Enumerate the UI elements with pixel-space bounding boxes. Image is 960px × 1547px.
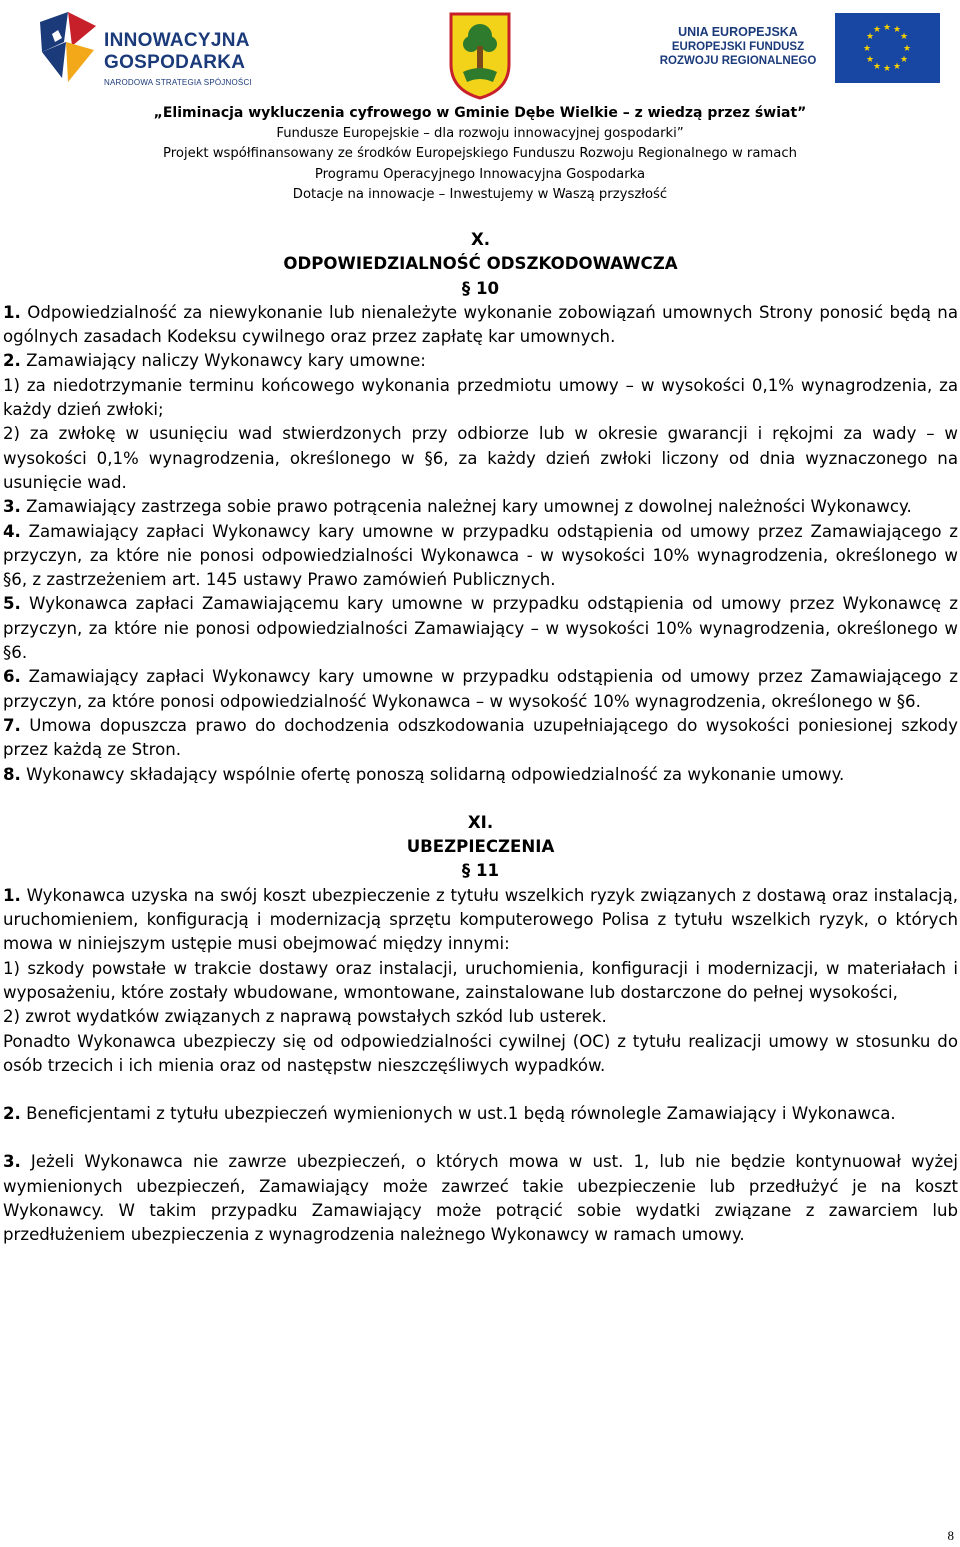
clause-number: 4.: [3, 521, 21, 541]
clause-number: 2.: [3, 1104, 21, 1124]
svg-text:★: ★: [902, 44, 912, 54]
clause: [3, 763, 958, 787]
svg-text:★: ★: [862, 44, 872, 54]
clause-number: 3.: [3, 1152, 21, 1172]
eu-line1: UNIA EUROPEJSKA: [678, 25, 798, 39]
ig-logo-line1: INNOWACYJNA: [104, 30, 250, 51]
clause-text: Wykonawca zapłaci Zamawiającemu kary umowne w przypadku odstąpienia od umowy przez Wykonawcę z przyczyn, za które nie ponosi odpowiedzialności Zamawiający – w wysokości 10% wynagrodzenia, określonego w §6.: [3, 594, 958, 663]
section-title: UBEZPIECZENIA: [406, 837, 555, 857]
svg-text:★: ★: [872, 62, 882, 72]
paragraph-sign: § 11: [461, 861, 500, 881]
clause-text: Zamawiający naliczy Wykonawcy kary umowne:: [20, 351, 426, 371]
clause: [3, 520, 958, 593]
clause-text: Beneficjentami z tytułu ubezpieczeń wymienionych w ust.1 będą równolegle Zamawiający i Wykonawca.: [20, 1104, 896, 1124]
clause-number: 2.: [3, 351, 21, 371]
clause-text: Zamawiający zapłaci Wykonawcy kary umowne w przypadku odstąpienia od umowy przez Zamawiającego z przyczyn, za które ponosi odpowiedzialność Wykonawca – w wysokość 10% wynagrodzenia, określonego w §6.: [3, 667, 958, 711]
clause-text: Wykonawcy składający wspólnie ofertę ponoszą solidarną odpowiedzialność za wykonanie umowy.: [20, 764, 845, 784]
clause: 2) zwrot wydatków związanych z naprawą powstałych szkód lub usterek.: [3, 1007, 607, 1027]
svg-text:★: ★: [899, 32, 909, 42]
ig-logo-subtitle: NARODOWA STRATEGIA SPÓJNOŚCI: [104, 78, 252, 87]
clause-number: 8.: [3, 764, 21, 784]
clause: [3, 665, 958, 714]
svg-text:★: ★: [892, 62, 902, 72]
clause-number: 1.: [3, 885, 21, 905]
clause: [3, 495, 958, 519]
clause: [3, 1150, 958, 1247]
svg-text:★: ★: [899, 55, 909, 65]
clause: [3, 422, 958, 495]
clause: [3, 592, 958, 665]
section-number: XI.: [467, 812, 494, 832]
clause-text: Odpowiedzialność za niewykonanie lub nienależyte wykonanie zobowiązań umownych Strony ponosić będą na ogólnych zasadach Kodeksu cywilnego oraz przez zapłatę kar umownych.: [3, 302, 958, 347]
section-number: X.: [470, 230, 491, 249]
innowacyjna-gospodarka-logo: [38, 12, 278, 88]
clause: 1) szkody powstałe w trakcie dostawy oraz instalacji, uruchomienia, konfiguracji i modernizacji, w materiałach i wyposażeniu, które zostały wbudowane, wmontowane, zainstalowane lub dostarczone do pełnej wysokości,: [3, 958, 958, 1002]
ig-logo-line2: GOSPODARKA: [104, 52, 246, 73]
svg-text:★: ★: [865, 55, 875, 65]
clause-text: 2) za zwłokę w usunięciu wad stwierdzonych przy odbiorze lub w okresie gwarancji i rękojmi za wady – w wysokości 0,1% wynagrodzenia, określonego w §6, za każdy dzień zwłoki liczony od dnia wyznaczonego na usunięcie wad.: [3, 424, 958, 492]
clause-number: 7.: [3, 715, 21, 735]
section-title: ODPOWIEDZIALNOŚĆ ODSZKODOWAWCZA: [283, 254, 678, 274]
eu-logo-text: [648, 25, 828, 68]
project-title: „Eliminacja wykluczenia cyfrowego w Gminie Dębe Wielkie – z wiedzą przez świat”: [153, 105, 807, 121]
paragraph-sign: § 10: [461, 278, 500, 298]
clause-text: Jeżeli Wykonawca nie zawrze ubezpieczeń, o których mowa w ust. 1, lub nie będzie kontynuował wyżej wymienionych ubezpieczeń, Zamawiający może zawrzeć takie ubezpieczenie lub przedłużyć je na koszt Wykonawcy. W takim przypadku Zamawiający może potrącić sobie wydatki związane z zawarciem lub przedłużeniem ubezpieczenia z wynagrodzenia należnego Wykonawcy w ramach umowy.: [3, 1152, 958, 1245]
page-number: 8: [947, 1528, 954, 1543]
clause-text: Zamawiający zastrzega sobie prawo potrącenia należnej kary umownej z dowolnej należności Wykonawcy.: [20, 497, 912, 517]
header-line2: Fundusze Europejskie – dla rozwoju innowacyjnej gospodarki”: [276, 125, 684, 141]
clause: Ponadto Wykonawca ubezpieczy się od odpowiedzialności cywilnej (OC) z tytułu realizacji umowy w stosunku do osób trzecich i ich mienia oraz od następstw nieszczęśliwych wypadków.: [3, 1031, 958, 1075]
clause: [3, 714, 958, 763]
clause: [3, 374, 958, 423]
eu-line2: EUROPEJSKI FUNDUSZ: [671, 41, 805, 53]
svg-text:★: ★: [872, 25, 882, 35]
svg-text:★: ★: [865, 32, 875, 42]
clause: [3, 301, 958, 350]
clause: [3, 1102, 958, 1126]
ig-emblem-icon: [38, 12, 100, 84]
header-line4: Programu Operacyjnego Innowacyjna Gospodarka: [314, 166, 646, 182]
header-line5: Dotacje na innowacje – Inwestujemy w Waszą przyszłość: [292, 187, 668, 202]
logo-bar: [0, 0, 960, 100]
header-line3: Projekt współfinansowany ze środków Europejskiego Funduszu Rozwoju Regionalnego w ramach: [163, 146, 797, 161]
clause: [3, 349, 958, 373]
clause-text: Wykonawca uzyska na swój koszt ubezpieczenie z tytułu wszelkich ryzyk związanych z dostawą oraz instalacją, uruchomieniem, konfiguracją i modernizacją sprzętu komputerowego Polisa z tytułu wszelkich ryzyk, o których mowa w niniejszym ustępie musi obejmować między innymi:: [3, 885, 958, 954]
eu-logo: [628, 0, 960, 100]
clause-number: 1.: [3, 302, 21, 322]
clause-text: 1) za niedotrzymanie terminu końcowego wykonania przedmiotu umowy – w wysokości 0,1% wynagrodzenia, za każdy dzień zwłoki;: [3, 375, 958, 420]
svg-text:★: ★: [882, 23, 892, 33]
section10-items: [3, 301, 958, 787]
document-body: [3, 228, 958, 1248]
eu-flag-icon: [835, 13, 940, 83]
svg-text:★: ★: [892, 25, 902, 35]
clause: [3, 884, 958, 957]
clause-number: 6.: [3, 667, 21, 687]
gmina-crest-icon: [449, 12, 511, 100]
clause-number: 3.: [3, 497, 21, 517]
clause-text: Zamawiający zapłaci Wykonawcy kary umowne w przypadku odstąpienia od umowy przez Zamawiającego z przyczyn, za które nie ponosi odpowiedzialności Wykonawca - w wysokości 10% wynagrodzenia, określonego w §6, z zastrzeżeniem art. 145 ustawy Prawo zamówień Publicznych.: [3, 521, 958, 590]
svg-text:★: ★: [882, 64, 892, 74]
clause-text: Umowa dopuszcza prawo do dochodzenia odszkodowania uzupełniającego do wysokości poniesionej szkody przez każdą ze Stron.: [3, 715, 958, 760]
project-header: [0, 103, 960, 206]
clause-number: 5.: [3, 594, 21, 614]
eu-line3: ROZWOJU REGIONALNEGO: [659, 55, 817, 67]
